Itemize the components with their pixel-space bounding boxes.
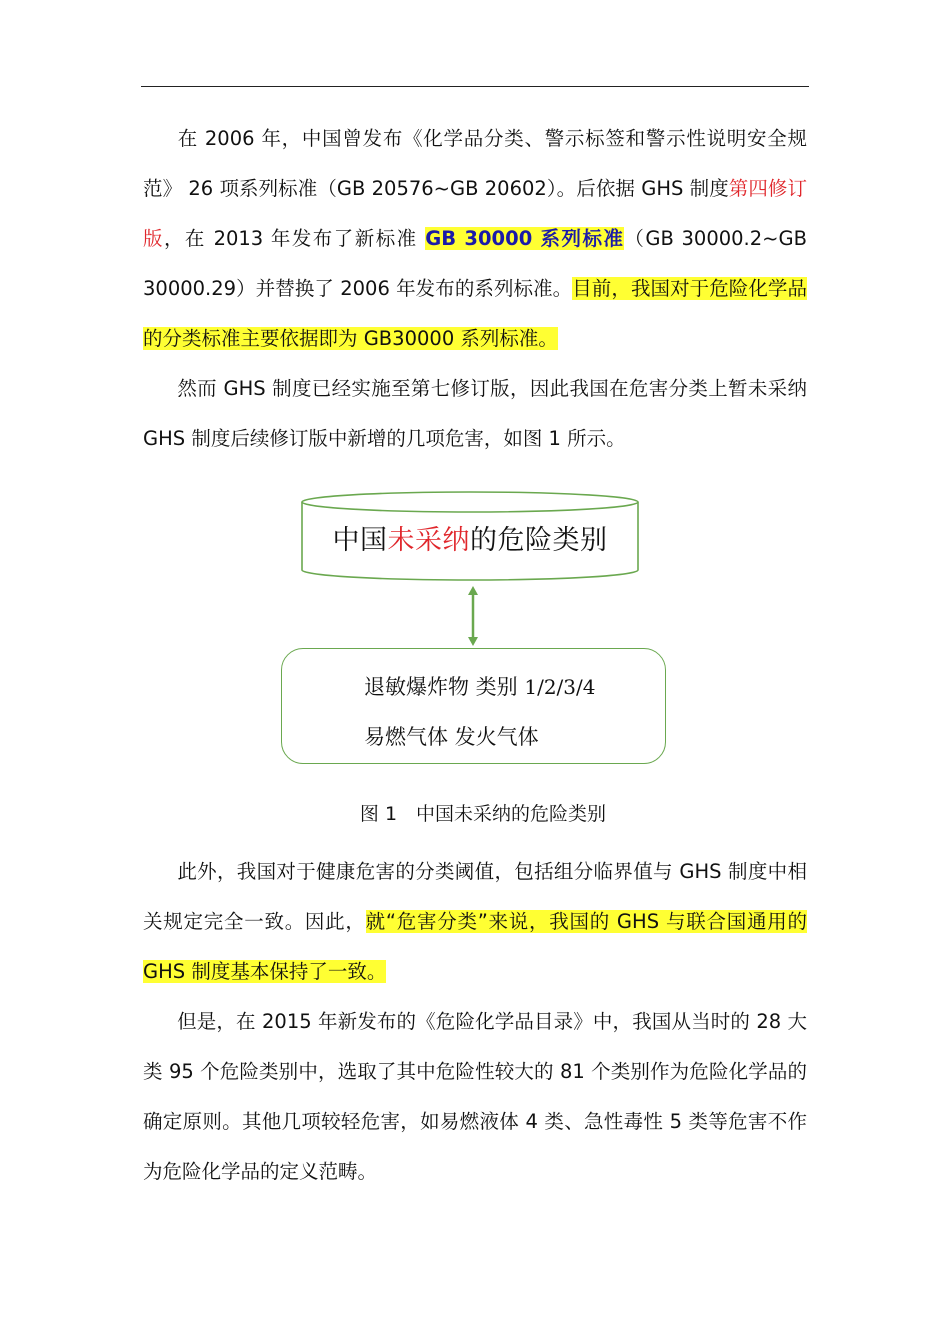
diagram-title-c: 的危险类别 <box>470 525 608 556</box>
diagram-title-red: 未采纳 <box>387 525 470 556</box>
p3-highlight: 就“危害分类”来说，我国的 GHS 与联合国通用的 GHS 制度基本保持了一致。 <box>143 910 807 983</box>
category-line-1-text: 退敏爆炸物 类别 <box>364 675 525 699</box>
p2-text: 然而 GHS 制度已经实施至第七修订版，因此我国在危害分类上暂未采纳 GHS 制度后续修订版中新增的几项危害，如图 1 所示。 <box>143 377 807 450</box>
category-line-2: 易燃气体 发火气体 <box>364 725 539 749</box>
p1-text-a: 在 2006 年，中国曾发布《化学品分类、警示标签和警示性说明安全规范》 26 项系列标准（GB 20576~GB 20602）。后依据 GHS 制度 <box>143 127 807 200</box>
p1-standard-highlight: GB 30000 系列标准 <box>425 227 625 250</box>
category-numbers: 1/2/3/4 <box>524 675 596 699</box>
diagram-title-a: 中国 <box>332 525 388 556</box>
paragraph-3 <box>143 847 807 997</box>
double-arrow-icon <box>464 586 482 646</box>
p1-highlight: 目前，我国对于危险化学品的分类标准主要依据即为 GB30000 系列标准。 <box>143 277 807 350</box>
diagram-title <box>300 518 640 557</box>
p4-text: 但是，在 2015 年新发布的《危险化学品目录》中，我国从当时的 28 大类 95 个危险类别中，选取了其中危险性较大的 81 个类别作为危险化学品的确定原则。其他几项较轻危害，如易燃液体 4 类、急性毒性 5 类等危害不作为危险化学品的定义范畴。 <box>143 1010 807 1183</box>
paragraph-1 <box>143 114 807 364</box>
p1-red-text: 第四修订版 <box>143 177 807 250</box>
header-rule <box>141 86 809 87</box>
cylinder-shape <box>300 490 640 582</box>
paragraph-2 <box>143 364 807 464</box>
figure-caption: 图 1 中国未采纳的危险类别 <box>359 803 607 825</box>
paragraph-4 <box>143 997 807 1197</box>
p1-text-c: （GB 30000.2~GB 30000.29）并替换了 2006 年发布的系列标准。 <box>143 227 807 300</box>
category-box <box>281 648 666 764</box>
p3-text: 此外，我国对于健康危害的分类阈值，包括组分临界值与 GHS 制度中相关规定完全一致。因此， <box>143 860 807 933</box>
p1-text-b: ，在 2013 年发布了新标准 <box>163 227 426 250</box>
category-line-1 <box>364 671 595 701</box>
